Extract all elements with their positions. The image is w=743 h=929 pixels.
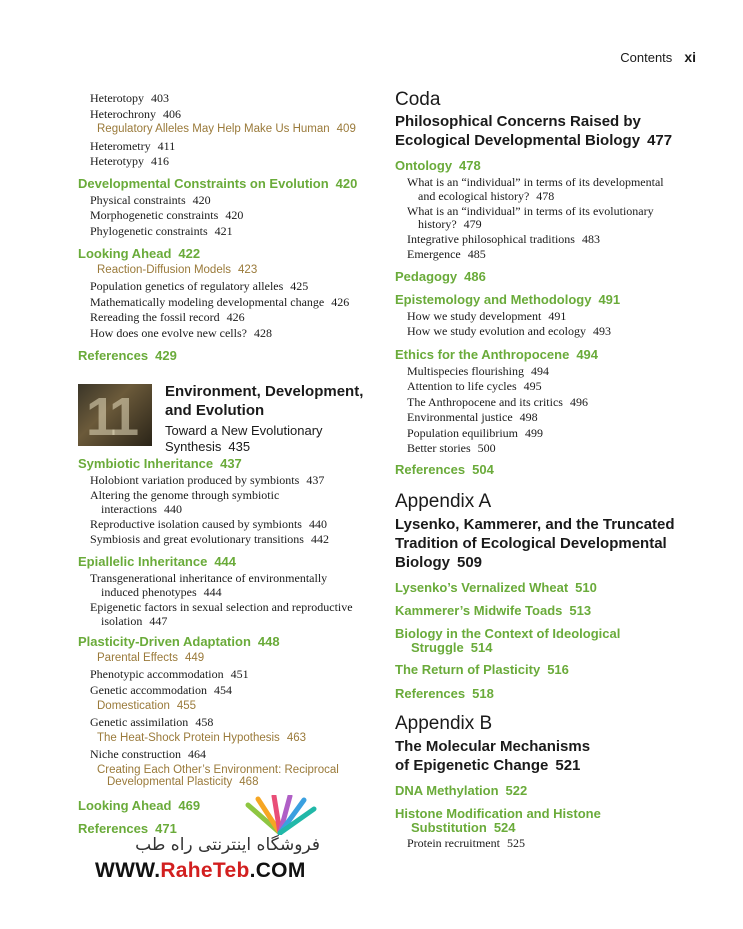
toc-entry: Transgenerational inheritance of environmentally	[90, 571, 328, 585]
toc-entry-continuation: induced phenotypes 444	[101, 585, 222, 599]
toc-box-entry: Reaction-Diffusion Models 423	[97, 264, 258, 276]
toc-box-entry: Creating Each Other’s Environment: Reciprocal	[97, 764, 339, 776]
chapter-subtitle: Toward a New Evolutionary	[165, 423, 323, 438]
toc-entry: Integrative philosophical traditions 483	[407, 232, 600, 246]
running-head-label: Contents	[620, 50, 673, 65]
toc-entry: Holobiont variation produced by symbionts 437	[90, 473, 325, 487]
toc-section-heading: Lysenko’s Vernalized Wheat 510	[395, 580, 597, 595]
watermark-logo-icon	[240, 795, 320, 835]
toc-entry: What is an “individual” in terms of its evolutionary	[407, 204, 654, 218]
toc-entry-continuation: interactions 440	[101, 502, 182, 516]
toc-section-heading-continuation: Struggle 514	[411, 640, 493, 655]
toc-section-heading: References 429	[78, 348, 177, 363]
toc-section-heading: Ethics for the Anthropocene 494	[395, 347, 599, 362]
toc-entry: The Anthropocene and its critics 496	[407, 395, 588, 409]
toc-entry: Heterochrony 406	[90, 107, 181, 121]
toc-entry: What is an “individual” in terms of its developmental	[407, 175, 664, 189]
toc-entry-continuation: isolation 447	[101, 614, 168, 628]
running-head	[620, 49, 696, 65]
chapter-number: 11	[86, 387, 136, 447]
toc-entry: Phylogenetic constraints 421	[90, 224, 233, 238]
toc-section-heading: Pedagogy 486	[395, 269, 486, 284]
part-title: Philosophical Concerns Raised by	[395, 113, 641, 130]
watermark	[95, 795, 335, 885]
toc-entry: Protein recruitment 525	[407, 836, 525, 850]
appendix-label: Appendix A	[395, 491, 492, 512]
toc-entry: Physical constraints 420	[90, 193, 211, 207]
appendix-label: Appendix B	[395, 713, 493, 734]
toc-entry: Heterotopy 403	[90, 91, 169, 105]
toc-section-heading: Biology in the Context of Ideological	[395, 626, 621, 641]
toc-entry: Symbiosis and great evolutionary transitions 442	[90, 532, 329, 546]
toc-entry: Population equilibrium 499	[407, 426, 543, 440]
appendix-title: The Molecular Mechanisms	[395, 738, 591, 755]
appendix-title: Biology 509	[395, 554, 483, 571]
toc-entry: Attention to life cycles 495	[407, 379, 542, 393]
toc-section-heading: Histone Modification and Histone	[395, 806, 601, 821]
appendix-title: Lysenko, Kammerer, and the Truncated	[395, 516, 675, 533]
toc-section-heading: DNA Methylation 522	[395, 783, 528, 798]
toc-box-entry: Regulatory Alleles May Help Make Us Human 409	[97, 123, 356, 135]
toc-section-heading: Symbiotic Inheritance 437	[78, 456, 242, 471]
appendix-title: Tradition of Ecological Developmental	[395, 535, 667, 552]
running-head-page-number: xi	[684, 49, 696, 65]
watermark-url: WWW.RaheTeb.COM	[95, 859, 306, 882]
toc-entry-continuation: history? 479	[418, 217, 482, 231]
toc-entry: How we study evolution and ecology 493	[407, 324, 611, 338]
toc-entry: Phenotypic accommodation 451	[90, 667, 249, 681]
toc-section-heading: Epistemology and Methodology 491	[395, 292, 621, 307]
toc-entry: Altering the genome through symbiotic	[90, 488, 280, 502]
toc-section-heading: Looking Ahead 422	[78, 246, 201, 261]
toc-section-heading: References 471	[78, 821, 177, 836]
chapter-title: Environment, Development,	[165, 383, 364, 400]
toc-box-entry: Domestication 455	[97, 700, 197, 712]
toc-entry: Genetic accommodation 454	[90, 683, 232, 697]
watermark-persian-text: فروشگاه اینترنتی راه طب	[135, 835, 320, 855]
chapter-11-image	[78, 384, 152, 446]
toc-entry: Reproductive isolation caused by symbionts 440	[90, 517, 327, 531]
toc-entry: Better stories 500	[407, 441, 496, 455]
toc-entry-continuation: and ecological history? 478	[418, 189, 555, 203]
toc-entry: Niche construction 464	[90, 747, 206, 761]
toc-section-heading: Kammerer’s Midwife Toads 513	[395, 603, 592, 618]
toc-entry: Heterotypy 416	[90, 154, 169, 168]
toc-entry: Heterometry 411	[90, 139, 176, 153]
toc-entry: Emergence 485	[407, 247, 486, 261]
toc-section-heading: The Return of Plasticity 516	[395, 662, 569, 677]
toc-section-heading-continuation: Substitution 524	[411, 820, 516, 835]
appendix-title: of Epigenetic Change 521	[395, 757, 581, 774]
toc-entry: Rereading the fossil record 426	[90, 310, 245, 324]
toc-entry: Morphogenetic constraints 420	[90, 208, 244, 222]
toc-entry: Environmental justice 498	[407, 410, 538, 424]
toc-entry: Epigenetic factors in sexual selection and reproductive	[90, 600, 353, 614]
toc-entry: Genetic assimilation 458	[90, 715, 214, 729]
toc-entry: Population genetics of regulatory alleles 425	[90, 279, 309, 293]
part-title: Ecological Developmental Biology 477	[395, 132, 673, 149]
toc-box-entry: Parental Effects 449	[97, 652, 205, 664]
toc-section-heading: Plasticity-Driven Adaptation 448	[78, 634, 280, 649]
chapter-title: and Evolution	[165, 402, 265, 419]
part-label: Coda	[395, 89, 441, 110]
toc-entry: Mathematically modeling developmental change 426	[90, 295, 350, 309]
toc-entry: Multispecies flourishing 494	[407, 364, 549, 378]
chapter-subtitle: Synthesis 435	[165, 439, 251, 454]
toc-section-heading: Developmental Constraints on Evolution 420	[78, 176, 358, 191]
toc-entry: How we study development 491	[407, 309, 567, 323]
toc-entry: How does one evolve new cells? 428	[90, 326, 272, 340]
toc-section-heading: References 518	[395, 686, 494, 701]
toc-section-heading: References 504	[395, 462, 494, 477]
toc-section-heading: Ontology 478	[395, 158, 481, 173]
toc-box-entry-continuation: Developmental Plasticity 468	[107, 776, 259, 788]
toc-section-heading: Looking Ahead 469	[78, 798, 201, 813]
toc-section-heading: Epiallelic Inheritance 444	[78, 554, 237, 569]
toc-box-entry: The Heat-Shock Protein Hypothesis 463	[97, 732, 306, 744]
